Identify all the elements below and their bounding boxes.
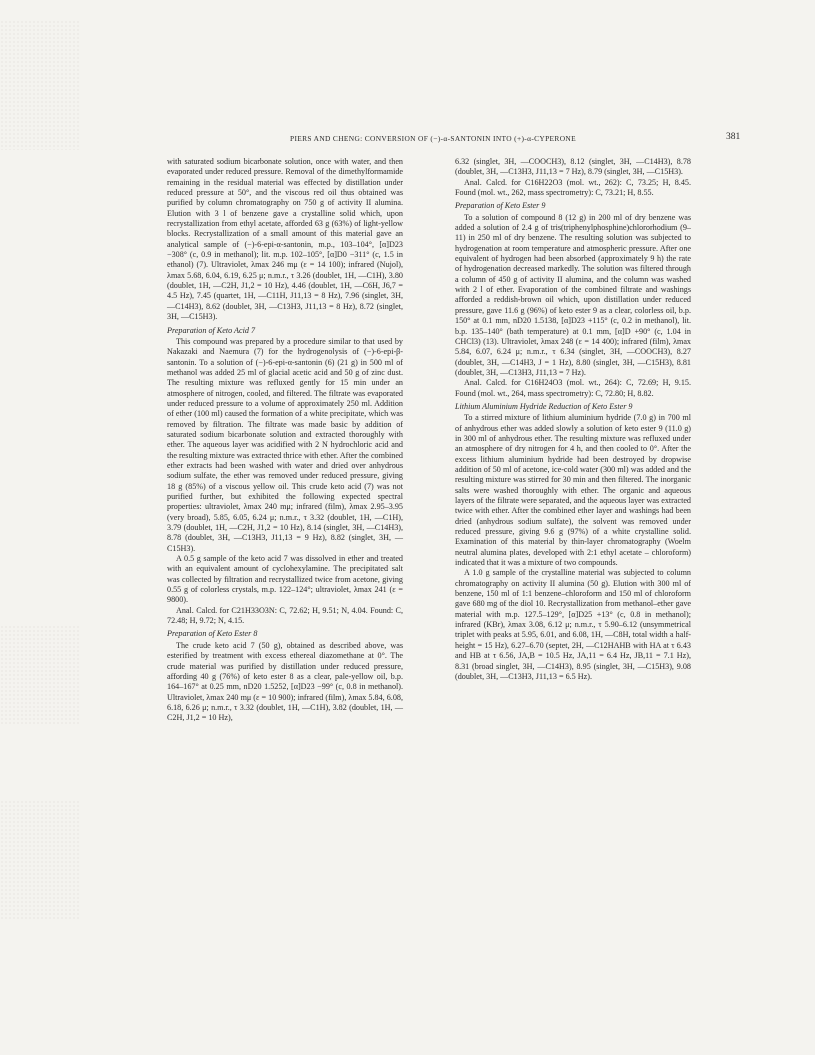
section-heading: Preparation of Keto Ester 8: [167, 629, 258, 639]
page-number: 381: [726, 132, 741, 142]
paragraph: A 1.0 g sample of the crystalline material was subjected to column chromatography on activity II alumina (50 g). Elution with 300 ml of benzene, 150 ml of 1:1 benzene–chloroform and 150 ml of chloroform gave 680 mg of the diol 10. Recrystallization from methanol–ether gave material with m.p. 127.5–129°, [α]D25 +13° (c, 0.8 in methanol); infrared (KBr), λmax 3.08, 6.12 μ; n.m.r., τ 5.90–6.12 (unsymmetrical triplet with peaks at 5.95, 6.01, and 6.08, 1H, —C8H, total width a half-height = 15 Hz), 6.27–6.70 (septet, 2H, —C12HAHB with HA at τ 6.43 and HB at τ 6.56, JA,B = 10.5 Hz, JA,11 = 6.4 Hz, JB,11 = 7.1 Hz), 8.31 (broad singlet, 3H, —C14H3), 8.95 (singlet, 3H, —C15H3), 9.08 (doublet, 3H, —C13H3, J11,13 = 6.5 Hz).: [455, 568, 691, 681]
running-title: PIERS AND CHENG: CONVERSION OF (−)-α-SANTONIN INTO (+)-α-CYPERONE: [290, 134, 576, 143]
section-heading: Preparation of Keto Ester 9: [455, 201, 546, 211]
paragraph: The crude keto acid 7 (50 g), obtained as described above, was esterified by treatment with excess ethereal diazomethane at 0°. The crude material was purified by distillation under reduced pressure, affording 40 g (76%) of keto ester 8 as a clear, pale-yellow oil, b.p. 164–167° at 0.25 mm, nD20 1.5252, [α]D23 −99° (c, 0.8 in methanol). Ultraviolet, λmax 240 mμ (ε = 10 900); infrared (film), λmax 5.84, 6.08, 6.18, 6.26 μ; n.m.r., τ 3.32 (doublet, 1H, —C1H), 3.82 (doublet, 1H, —C2H, J1,2 = 10 Hz),: [167, 640, 403, 723]
left-column: [167, 157, 403, 724]
scan-artifact: [0, 20, 80, 150]
paragraph: To a stirred mixture of lithium aluminium hydride (7.0 g) in 700 ml of anhydrous ether was added slowly a solution of keto ester 9 (11.0 g) in 300 ml of anhydrous ether. The resulting mixture was refluxed under an atmosphere of dry nitrogen for 4 h, and then cooled to 0°. After the excess lithium aluminium hydride had been destroyed by dropwise addition of 50 ml of acetone, ice-cold water (300 ml) was added and the resulting mixture was stirred for 30 min and then filtered. The inorganic salts were washed thoroughly with ether. The organic and aqueous layers of the filtrate were separated, and the aqueous layer was extracted twice with ether. After the combined ether layer and washings had been dried (anhydrous sodium sulfate), the solvent was removed under reduced pressure, giving 9.6 g (97%) of a white crystalline solid. Examination of this material by thin-layer chromatography (Woelm neutral alumina plates, developed with 2:1 ethyl acetate – chloroform) indicated that it was a mixture of two compounds.: [455, 413, 691, 568]
scan-artifact: [0, 800, 80, 920]
section-heading: Lithium Aluminium Hydride Reduction of Keto Ester 9: [455, 401, 633, 411]
paragraph: Anal. Calcd. for C21H33O3N: C, 72.62; H, 9.51; N, 4.04. Found: C, 72.48; H, 9.72; N, 4.15.: [167, 605, 403, 626]
paragraph: 6.32 (singlet, 3H, —COOCH3), 8.12 (singlet, 3H, —C14H3), 8.78 (doublet, 3H, —C13H3, J11,13 = 7 Hz), 8.79 (singlet, 3H, —C15H3).: [455, 157, 691, 177]
section-heading: Preparation of Keto Acid 7: [167, 325, 256, 335]
paragraph: This compound was prepared by a procedure similar to that used by Nakazaki and Naemura (7) for the hydrogenolysis of (−)-6-epi-β-santonin. To a solution of (−)-6-epi-α-santonin (6) (21 g) in 500 ml of methanol was added 25 ml of glacial acetic acid and 50 g of zinc dust. The resulting mixture was refluxed gently for 15 min under an atmosphere of nitrogen, cooled, and filtered. The filtrate was evaporated under reduced pressure to a volume of approximately 250 ml. Addition of ether (100 ml) caused the formation of a white precipitate, which was removed by filtration. The filtrate was made basic by addition of saturated sodium bicarbonate solution and extracted thoroughly with ether. The aqueous layer was acidified with 2 N hydrochloric acid and the resulting mixture was extracted thrice with ether. After the combined ether extracts had been washed with water and dried over anhydrous sodium sulfate, the ether was removed under reduced pressure, giving 18 g (85%) of a viscous yellow oil. This crude keto acid (7) was not purified further, but exhibited the following expected spectral properties: ultraviolet, λmax 240 mμ; infrared (film), λmax 2.95–3.95 (very broad), 5.85, 6.05, 6.24 μ; n.m.r., τ 3.32 (doublet, 1H, —C1H), 3.79 (doublet, 1H, —C2H, J1,2 = 10 Hz), 8.14 (singlet, 3H, —C14H3), 8.78 (doublet, 3H, —C13H3, J11,13 = 9 Hz), 8.82 (singlet, 3H, —C15H3).: [167, 336, 403, 553]
paragraph: with saturated sodium bicarbonate solution, once with water, and then evaporated under reduced pressure. Removal of the dimethylformamide remaining in the residual material was effected by distillation under reduced pressure at 50°, and the viscous red oil thus obtained was purified by column chromatography on 750 g of activity II alumina. Elution with 3 l of benzene gave a crystalline solid which, upon recrystallization from ethyl acetate, afforded 63 g (63%) of light-yellow blocks. Recrystallization of a small amount of this material gave an analytical sample of (−)-6-epi-α-santonin, m.p., 103–104°, [α]D23 −308° (c, 0.9 in methanol); lit. m.p. 102–105°, [α]D0 −311° (c, 1.5 in ethanol) (7). Ultraviolet, λmax 246 mμ (ε = 14 100); infrared (Nujol), λmax 5.68, 6.04, 6.19, 6.25 μ; n.m.r., τ 3.26 (doublet, 1H, —C1H), 3.80 (doublet, 1H, —C2H, J1,2 = 10 Hz), 4.46 (doublet, 1H, —C6H, J6,7 = 4.5 Hz), 7.45 (quartet, 1H, —C11H, J11,13 = 8 Hz), 7.96 (singlet, 3H, —C14H3), 8.62 (doublet, 3H, —C13H3, J11,13 = 8 Hz), 8.72 (singlet, 3H, —C15H3).: [167, 157, 403, 322]
paragraph: Anal. Calcd. for C16H24O3 (mol. wt., 264): C, 72.69; H, 9.15. Found (mol. wt., 264, mass spectrometry): C, 72.80; H, 8.82.: [455, 378, 691, 398]
scan-artifact: [0, 625, 80, 725]
paragraph: To a solution of compound 8 (12 g) in 200 ml of dry benzene was added a solution of 2.4 g of tris(triphenylphosphine)chlororhodium (9–11) in 250 ml of dry benzene. The resulting solution was subjected to hydrogenation at room temperature and atmospheric pressure. After one equivalent of hydrogen had been absorbed (approximately 9 h) the rate of hydrogenation decreased markedly. The solution was filtered through a column of 450 g of activity II alumina, and the column was washed with 2 l of ether. Evaporation of the combined filtrate and washings afforded a reddish-brown oil which, upon distillation under reduced pressure, gave 11.6 g (96%) of keto ester 9 as a clear, colorless oil, b.p. 150° at 0.1 mm, nD20 1.5138, [α]D23 +115° (c, 0.2 in methanol), lit. b.p. 135–140° (bath temperature) at 0.1 mm, [α]D +90° (c, 1.04 in CHCl3) (13). Ultraviolet, λmax 248 (ε = 14 400); infrared (film), λmax 5.84, 6.07, 6.24 μ; n.m.r., τ 6.34 (singlet, 3H, —COOCH3), 8.27 (doublet, 3H, —C14H3, J = 1 Hz), 8.80 (singlet, 3H, —C15H3), 8.81 (doublet, 3H, —C13H3, J11,13 = 7 Hz).: [455, 212, 691, 377]
paragraph: Anal. Calcd. for C16H22O3 (mol. wt., 262): C, 73.25; H, 8.45. Found (mol. wt., 262, mass spectrometry): C, 73.21; H, 8.55.: [455, 177, 691, 198]
right-column: [455, 157, 691, 682]
paragraph: A 0.5 g sample of the keto acid 7 was dissolved in ether and treated with an equivalent amount of cyclohexylamine. The precipitated salt was collected by filtration and recrystallized twice from acetone, giving 0.55 g of colorless crystals, m.p. 122–124°; ultraviolet, λmax 241 (ε = 9800).: [167, 554, 403, 605]
